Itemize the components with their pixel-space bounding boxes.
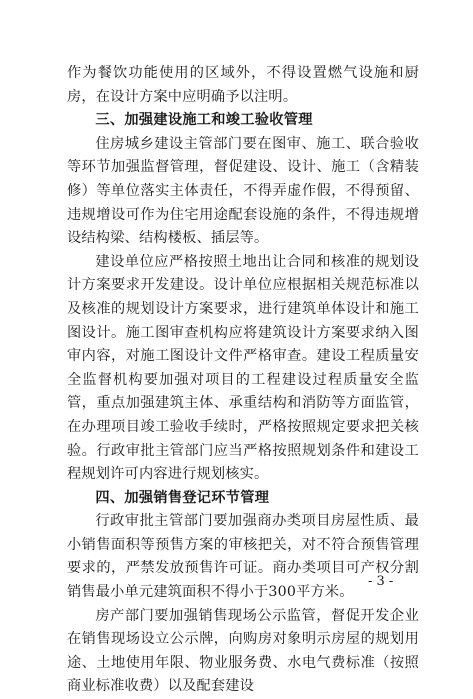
- paragraph-3-2: 建设单位应严格按照土地出让合同和核准的规划设计方案要求开发建设。设计单位应根据相关规范标准以及核准的规划设计方案要求，进行建筑单体设计和施工图设计。施工图审查机构应将建筑设计方案要求纳入图审内容，对施工图设计文件严格审查。建设工程质量安全监督机构要加强对项目的工程建设过程质量安全监管，重点加强建筑主体、承重结构和消防等方面监管，在办理项目竣工验收手续时，严格按照规定要求把关核验。行政审批主管部门应当严格按照规划条件和建设工程规划许可内容进行规划核实。: [67, 253, 419, 483]
- section-heading-3: 三、加强建设施工和竣工验收管理: [95, 112, 313, 129]
- document-body: [67, 62, 419, 699]
- paragraph-4-1: 行政审批主管部门要加强商办类项目房屋性质、最小销售面积等预售方案的审核把关，对不符合预售管理要求的，严禁发放预售许可证。商办类项目可产权分割销售最小单元建筑面积不得小于300平方米。: [67, 513, 419, 601]
- page-number: - 3 -: [368, 574, 394, 589]
- paragraph-4-2: 房产部门要加强销售现场公示监管，督促开发企业在销售现场设立公示牌，向购房对象明示房屋的规划用途、土地使用年限、物业服务费、水电气费标准（按照商业标准收费）以及配套建设: [67, 607, 419, 695]
- section-heading-4: 四、加强销售登记环节管理: [95, 489, 270, 506]
- paragraph-continued: 作为餐饮功能使用的区域外，不得设置燃气设施和厨房，在设计方案中应明确予以注明。: [67, 65, 419, 105]
- paragraph-3-1: 住房城乡建设主管部门要在图审、施工、联合验收等环节加强监督管理，督促建设、设计、施工（含精装修）等单位落实主体责任，不得弄虚作假，不得预留、违规增设可作为住宅用途配套设施的条件，不得违规增设结构梁、结构楼板、插层等。: [67, 135, 419, 247]
